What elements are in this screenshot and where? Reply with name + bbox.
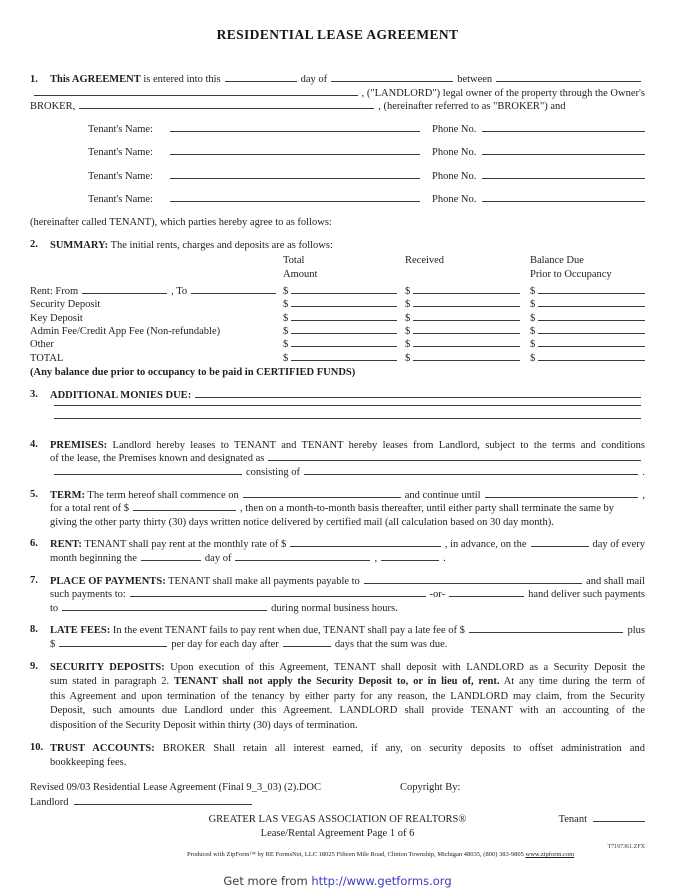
footer-page-info: Lease/Rental Agreement Page 1 of 6: [260, 828, 415, 840]
text-run: of the lease, the Premises known and designated as: [50, 453, 265, 465]
phone-label: Phone No.: [432, 124, 477, 136]
section-3-number: 3.: [30, 389, 38, 401]
text-run: month beginning the: [50, 553, 137, 565]
text-run: Security Deposit: [30, 299, 101, 311]
dollar-sign: $: [530, 299, 536, 311]
summary-column-header-line: Balance Due: [530, 255, 584, 267]
tenant-name-blank: [170, 152, 420, 155]
text-run: BROKER Shall retain all interest earned, if any, on security deposits to offset administration and: [154, 743, 645, 755]
section-9-body: [50, 661, 645, 734]
amount-blank: [538, 318, 645, 321]
tenant-rows: [30, 123, 645, 206]
text-line: [50, 416, 645, 430]
text-run: This AGREEMENT: [50, 74, 141, 85]
text-run: day of every: [592, 539, 645, 551]
text-run: LATE FEES:: [50, 625, 111, 637]
summary-row-label: [30, 352, 283, 365]
blank-line: [79, 106, 374, 109]
amount-blank: [538, 304, 645, 307]
summary-row-label: [30, 338, 283, 351]
money-cell: [283, 298, 405, 311]
blank-line: [54, 472, 242, 475]
dollar-sign: $: [405, 352, 411, 364]
amount-blank: [291, 291, 397, 294]
blank-line: [496, 79, 641, 82]
text-line: [50, 661, 645, 676]
dollar-sign: $: [283, 299, 289, 311]
money-cell: [405, 325, 530, 338]
summary-row-label: [30, 312, 283, 325]
phone-blank: [482, 199, 645, 202]
blank-line: [133, 508, 236, 511]
text-line: [50, 389, 645, 403]
tenant-initial-blank: [593, 819, 645, 822]
text-line: [50, 602, 645, 616]
dollar-sign: $: [530, 326, 536, 338]
summary-row-label: [30, 325, 283, 338]
section-5-number: 5.: [30, 488, 38, 500]
amount-blank: [291, 344, 397, 347]
summary-column-header-line: Amount: [283, 269, 318, 281]
text-run: to: [50, 602, 59, 614]
money-cell: [283, 312, 405, 325]
text-run: .: [642, 467, 645, 479]
text-run: days that the sum was due.: [334, 638, 448, 650]
summary-column-header-line: [405, 268, 530, 282]
text-run: TRUST ACCOUNTS:: [50, 743, 155, 755]
tenant-name-blank: [170, 199, 420, 202]
section-2: [30, 239, 645, 253]
footer-getmore-row: [30, 874, 645, 888]
section-4: [30, 439, 645, 480]
text-run: Deposit, such amounts due Landlord under this Agreement. LANDLORD shall provide TENANT with an accounting of the: [50, 705, 645, 717]
text-line: [50, 719, 645, 734]
text-run: , ("LANDLORD") legal owner of the property through the Owner's: [361, 87, 645, 99]
dollar-sign: $: [530, 339, 536, 351]
amount-blank: [291, 358, 397, 361]
tenant-name-label: Tenant's Name:: [88, 193, 154, 205]
text-run: consisting of: [246, 467, 300, 479]
money-cell: [283, 325, 405, 338]
phone-label: Phone No.: [432, 193, 477, 205]
summary-column-header: [283, 254, 405, 285]
blank-line: [304, 472, 638, 475]
dollar-sign: $: [405, 285, 411, 297]
section-8-number: 8.: [30, 624, 38, 636]
text-run: SECURITY DEPOSITS:: [50, 661, 165, 673]
phone-blank: [482, 176, 645, 179]
blank-line: [268, 458, 641, 461]
section-9: [30, 661, 645, 734]
text-run: Other: [30, 339, 54, 351]
text-run: for a total rent of $: [50, 503, 130, 515]
footer-landlord-row: [30, 796, 645, 810]
dollar-sign: $: [283, 339, 289, 351]
section-2-number: 2.: [30, 238, 38, 250]
tenant-name-blank: [170, 129, 420, 132]
footer-association-name: GREATER LAS VEGAS ASSOCIATION OF REALTORS®: [208, 814, 467, 826]
amount-blank: [538, 291, 645, 294]
summary-note: (Any balance due prior to occupancy to be paid in CERTIFIED FUNDS): [30, 367, 356, 379]
text-run: PLACE OF PAYMENTS:: [50, 575, 166, 587]
text-run: Rent: From: [30, 285, 79, 297]
tenant-row: [30, 170, 645, 184]
text-line: [50, 489, 645, 503]
summary-row-label: [30, 285, 283, 298]
tenant-row: [30, 123, 645, 137]
text-run: In the event TENANT fails to pay rent when due, TENANT shall pay a late fee of $: [110, 625, 465, 637]
money-cell: [530, 338, 645, 351]
section-2-heading-rest: The initial rents, charges and deposits are as follows:: [108, 239, 333, 251]
tenant-name-label: Tenant's Name:: [88, 170, 154, 182]
text-line: [30, 100, 645, 114]
text-run: , then on a month-to-month basis thereafter, until either party shall terminate the same by: [240, 503, 614, 515]
blank-line: [225, 79, 297, 82]
tenant-closing-text: (hereinafter called TENANT), which parties hereby agree to as follows:: [30, 217, 332, 229]
text-line: [30, 87, 645, 101]
text-run: , (hereinafter referred to as "BROKER") and: [378, 101, 566, 113]
section-2-heading: [50, 239, 645, 253]
page-footer: [30, 781, 645, 888]
section-7: [30, 575, 645, 616]
text-run: .: [443, 553, 446, 565]
text-run: and continue until: [404, 489, 481, 501]
amount-blank: [538, 331, 645, 334]
dollar-sign: $: [283, 285, 289, 297]
section-3-body: [50, 389, 645, 430]
section-6: [30, 538, 645, 565]
page-title: RESIDENTIAL LEASE AGREEMENT: [216, 27, 459, 42]
dollar-sign: $: [405, 312, 411, 324]
text-line: [50, 575, 645, 589]
summary-row-label: [30, 298, 283, 311]
phone-label: Phone No.: [432, 147, 477, 159]
text-run: and shall mail: [586, 575, 645, 587]
text-run: sum stated in paragraph 2.: [50, 676, 174, 688]
footer-revision-row: [30, 781, 645, 795]
blank-line: [331, 79, 453, 82]
text-run: TENANT shall pay rent at the monthly rate of $: [81, 539, 287, 551]
text-run: Upon execution of this Agreement, TENANT shall deposit with LANDLORD as a Security Deposit the: [164, 661, 645, 673]
text-run: ADDITIONAL MONIES DUE:: [50, 390, 192, 402]
section-9-number: 9.: [30, 660, 38, 672]
text-line: [50, 742, 645, 756]
text-line: [50, 756, 645, 770]
money-cell: [530, 298, 645, 311]
amount-blank: [413, 304, 520, 307]
text-run: TENANT shall not apply the Security Deposit to, or in lieu of, rent.: [173, 676, 500, 688]
blank-line: [141, 558, 201, 561]
tenant-row: [30, 146, 645, 160]
summary-table: [30, 254, 645, 365]
phone-blank: [482, 129, 645, 132]
landlord-signature-blank: [74, 802, 252, 805]
section-5-body: [50, 489, 645, 530]
text-run: TERM:: [50, 489, 85, 501]
section-5: [30, 489, 645, 530]
amount-blank: [413, 291, 520, 294]
blank-line: [290, 544, 441, 547]
text-run: RENT:: [50, 539, 82, 551]
dollar-sign: $: [405, 326, 411, 338]
text-line: [50, 704, 645, 719]
text-run: The term hereof shall commence on: [85, 489, 239, 501]
tenant-name-label: Tenant's Name:: [88, 147, 154, 159]
blank-line: [62, 608, 267, 611]
text-run: day of: [300, 74, 328, 85]
text-run: day of: [204, 553, 232, 565]
money-cell: [530, 352, 645, 365]
text-run: Admin Fee/Credit App Fee (Non-refundable): [30, 326, 221, 338]
amount-blank: [413, 358, 520, 361]
dollar-sign: $: [283, 312, 289, 324]
footer-landlord-label: Landlord: [30, 797, 69, 809]
amount-blank: [413, 331, 520, 334]
text-run: At any time during the term of: [499, 676, 645, 688]
text-line: [50, 538, 645, 552]
summary-column-header-line: Received: [405, 255, 445, 267]
summary-column-header: [530, 254, 645, 285]
dollar-sign: $: [283, 352, 289, 364]
dollar-sign: $: [530, 312, 536, 324]
section-6-body: [50, 538, 645, 565]
text-run: giving the other party thirty (30) days written notice delivered by certified mail (all calculation based on 30 day month).: [50, 516, 554, 528]
money-cell: [405, 312, 530, 325]
amount-blank: [291, 331, 397, 334]
section-10: [30, 742, 645, 769]
text-line: [50, 588, 645, 602]
amount-blank: [413, 318, 520, 321]
section-4-number: 4.: [30, 438, 38, 450]
section-number: 1.: [30, 74, 38, 85]
text-line: [50, 403, 645, 417]
text-run: ,: [374, 553, 378, 565]
blank-line: [469, 630, 624, 633]
blank-line: [54, 416, 641, 419]
money-cell: [530, 325, 645, 338]
text-run: hand deliver such payments: [528, 589, 645, 601]
blank-line: [531, 544, 589, 547]
footer-tenant-initial: [559, 813, 645, 827]
footer-file-code: T7197361.ZFX: [607, 844, 645, 851]
text-run: , To: [171, 285, 188, 297]
section-4-body: [50, 439, 645, 480]
section-7-body: [50, 575, 645, 616]
summary-column-header: [405, 254, 530, 285]
money-cell: [530, 285, 645, 298]
text-run: plus: [627, 625, 645, 637]
text-run: between: [457, 74, 493, 85]
dollar-sign: $: [530, 352, 536, 364]
text-line: [50, 624, 645, 638]
dollar-sign: $: [530, 285, 536, 297]
section-8: [30, 624, 645, 651]
dollar-sign: $: [405, 339, 411, 351]
text-run: disposition of the Security Deposit within thirty (30) days of termination.: [50, 719, 358, 731]
footer-revision-text: Revised 09/03 Residential Lease Agreement (Final 9_3_03) (2).DOC: [30, 782, 322, 794]
text-line: [50, 690, 645, 705]
blank-line: [235, 558, 370, 561]
zipform-link[interactable]: www.zipform.com: [525, 851, 575, 859]
text-run: per day for each day after: [171, 638, 279, 650]
dollar-sign: $: [283, 326, 289, 338]
summary-header-spacer: [30, 254, 283, 285]
section-10-body: [50, 742, 645, 769]
money-cell: [405, 338, 530, 351]
text-line: [50, 452, 645, 466]
footer-tenant-label: Tenant: [558, 814, 587, 826]
blank-line: [381, 558, 439, 561]
footer-copyright-label: Copyright By:: [400, 782, 461, 794]
blank-line: [34, 93, 358, 96]
amount-blank: [538, 358, 645, 361]
text-line: [50, 502, 645, 516]
blank-line: [364, 581, 582, 584]
text-run: during normal business hours.: [271, 602, 398, 614]
text-run: TOTAL: [30, 352, 64, 364]
section-3: [30, 389, 645, 430]
text-line: [50, 439, 645, 453]
money-cell: [530, 312, 645, 325]
blank-line: [130, 594, 426, 597]
money-cell: [405, 352, 530, 365]
text-run: bookkeeping fees.: [50, 756, 127, 768]
blank-line: [449, 594, 524, 597]
money-cell: [405, 285, 530, 298]
text-run: -or-: [429, 589, 446, 601]
footer-association-row: [30, 813, 645, 827]
text-run: Landlord hereby leases to TENANT and TENANT hereby leases from Landlord, subject to the terms and conditions: [107, 439, 645, 451]
amount-blank: [413, 344, 520, 347]
section-6-number: 6.: [30, 538, 38, 550]
text-run: PREMISES:: [50, 439, 108, 451]
section-8-body: [50, 624, 645, 651]
tenant-name-blank: [170, 176, 420, 179]
footer-produced-row: [30, 851, 645, 859]
text-line: [50, 638, 645, 652]
blank-line: [59, 644, 167, 647]
text-run: Key Deposit: [30, 312, 83, 324]
blank-line: [195, 395, 641, 398]
section-7-number: 7.: [30, 574, 38, 586]
text-run: such payments to:: [50, 589, 126, 601]
tenant-name-label: Tenant's Name:: [88, 124, 154, 136]
text-run: is entered into this: [140, 74, 221, 85]
money-cell: [283, 285, 405, 298]
amount-blank: [291, 304, 397, 307]
getmore-text: Get more from: [223, 874, 312, 888]
text-run: TENANT shall make all payments payable to: [165, 575, 360, 587]
text-line: [50, 466, 645, 480]
blank-line: [54, 403, 641, 406]
summary-column-header-line: Prior to Occupancy: [530, 269, 612, 281]
section-2-heading-bold: SUMMARY:: [50, 239, 109, 251]
text-run: BROKER,: [30, 101, 76, 113]
section-1-body: [30, 73, 645, 114]
summary-column-header-line: Total: [283, 255, 305, 267]
money-cell: [283, 338, 405, 351]
blank-line: [283, 644, 331, 647]
text-line: [50, 552, 645, 566]
text-line: [50, 516, 645, 530]
text-run: , in advance, on the: [444, 539, 527, 551]
amount-blank: [291, 318, 397, 321]
phone-label: Phone No.: [432, 170, 477, 182]
tenant-row: [30, 193, 645, 207]
blank-line: [82, 291, 167, 294]
section-1: [30, 73, 645, 114]
amount-blank: [538, 344, 645, 347]
dollar-sign: $: [405, 299, 411, 311]
text-line: [30, 73, 645, 87]
blank-line: [243, 495, 401, 498]
footer-produced-text: Produced with ZipForm™ by RE FormsNet, LLC 18025 Fifteen Mile Road, Clinton Township, Michigan 48035, (800) 383-9805: [187, 851, 526, 859]
blank-line: [191, 291, 276, 294]
getforms-link[interactable]: http://www.getforms.org: [311, 874, 452, 888]
text-run: ,: [642, 489, 645, 501]
blank-line: [485, 495, 639, 498]
section-10-number: 10.: [30, 742, 44, 754]
text-line: [50, 675, 645, 690]
text-run: this Agreement and upon termination of the tenancy by either party for any reason, the LANDLORD may claim, from the Security: [50, 690, 645, 702]
text-run: $: [50, 638, 56, 650]
money-cell: [405, 298, 530, 311]
money-cell: [283, 352, 405, 365]
phone-blank: [482, 152, 645, 155]
